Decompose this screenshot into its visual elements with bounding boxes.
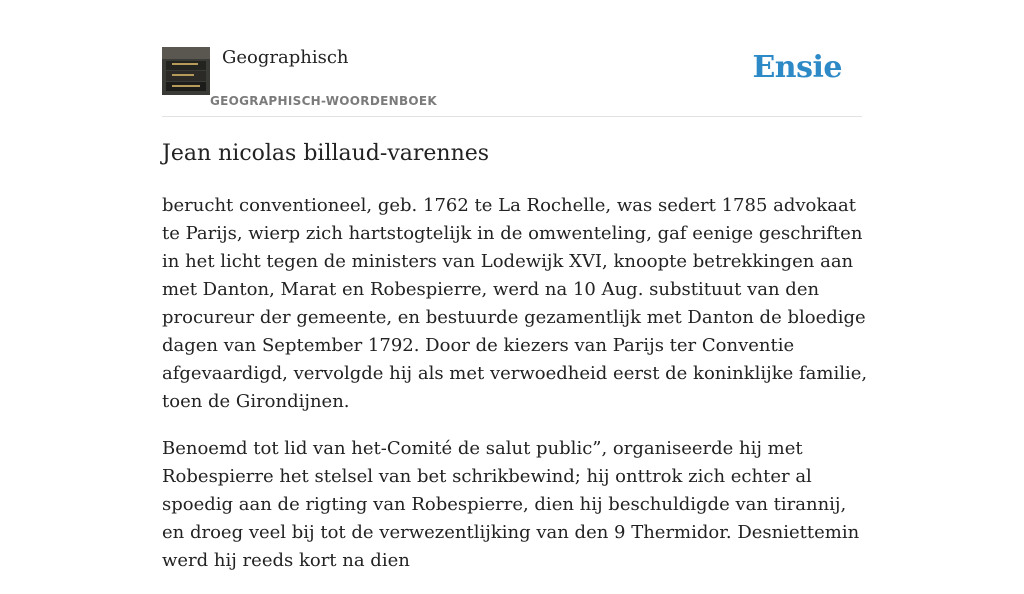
page-header bbox=[162, 0, 862, 117]
book-spines-icon bbox=[162, 47, 210, 95]
source-avatar[interactable] bbox=[162, 47, 210, 95]
source-name[interactable]: Geographisch bbox=[222, 47, 349, 68]
article-title: Jean nicolas billaud-varennes bbox=[162, 141, 490, 166]
source-slug[interactable]: GEOGRAPHISCH-WOORDENBOEK bbox=[210, 94, 437, 108]
article-body bbox=[162, 192, 874, 594]
article-paragraph: berucht conventioneel, geb. 1762 te La Rochelle, was sedert 1785 advokaat te Parijs, wierp zich hartstogtelijk in de omwenteling, gaf eenige geschriften in het licht tegen de ministers van Lodewijk XVI, knoopte betrekkingen aan met Danton, Marat en Robespierre, werd na 10 Aug. substituut van den procureur der gemeente, en bestuurde gezamentlijk met Danton de bloedige dagen van September 1792. Door de kiezers van Parijs ter Conventie afgevaardigd, vervolgde hij als met verwoedheid eerst de koninklijke familie, toen de Girondijnen. bbox=[162, 195, 868, 412]
ensie-logo[interactable]: Ensie bbox=[752, 50, 842, 85]
article-paragraph: Benoemd tot lid van het-Comité de salut public”, organiseerde hij met Robespierre het stelsel van bet schrikbewind; hij onttrok zich echter al spoedig aan de rigting van Robespierre, dien hij beschuldigde van tirannij, en droeg veel bij tot de verwezentlijking van den 9 Thermidor. Desniettemin werd hij reeds kort na dien bbox=[162, 438, 860, 571]
